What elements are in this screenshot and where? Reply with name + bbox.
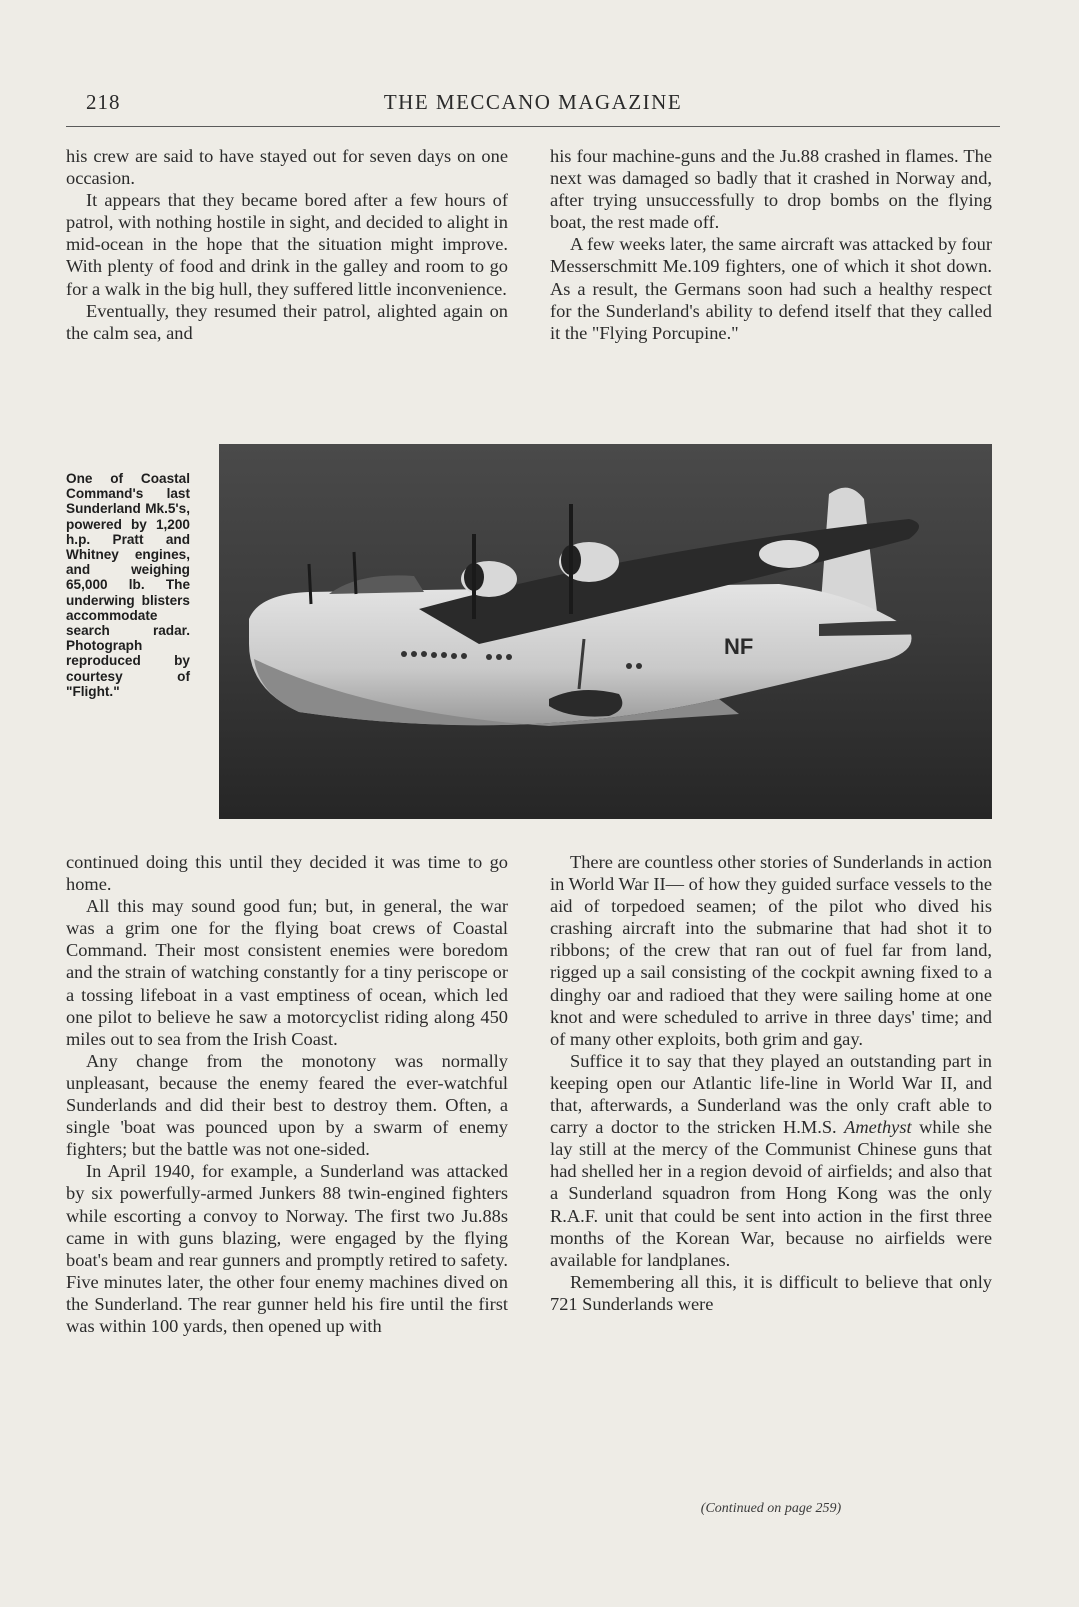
header-rule [66, 126, 1000, 127]
paragraph: continued doing this until they decided it was time to go home. [66, 852, 508, 895]
paragraph: Any change from the monotony was normally unpleasant, because the enemy feared the ever-watchful Sunderlands and did their best to destroy them. Often, a single 'boat was pounced upon by a swarm of enemy fighters; but the battle was not one-sided. [66, 1050, 508, 1160]
page-number: 218 [86, 90, 121, 114]
continued-page-number: 259 [815, 1501, 837, 1516]
continued-note [550, 1501, 992, 1517]
column-top-left [66, 145, 508, 344]
magazine-title: THE MECCANO MAGAZINE [383, 90, 683, 114]
paragraph: Remembering all this, it is difficult to believe that only 721 Sunderlands were [550, 1271, 992, 1314]
continued-open: ( [700, 1501, 706, 1516]
paragraph-text: Suffice it to say that they played an outstanding part in keeping open our Atlantic life-line in World War II, and that, afterwards, a Sunderland was the only craft able to carry a doctor to the stricken H.M.S. [550, 1050, 992, 1138]
paragraph: A few weeks later, the same aircraft was attacked by four Messerschmitt Me.109 fighters, one of which it shot down. As a result, the Germans soon had such a healthy respect for the Sunderland's ability to defend itself that they called it the "Flying Porcupine." [550, 234, 992, 343]
paragraph: Eventually, they resumed their patrol, alighted again on the calm sea, and [66, 300, 508, 343]
continued-page-word: page [784, 1501, 813, 1516]
paragraph: In April 1940, for example, a Sunderland was attacked by six powerfully-armed Junkers 88 twin-engined fighters while escorting a convoy to Norway. The first two Ju.88s came in with guns blazing, were engaged by the flying boat's beam and rear gunners and promptly retired to safety. Five minutes later, the other four enemy machines dived on the Sunderland. The rear gunner held his fire until the first was within 100 yards, then opened up with [66, 1161, 508, 1336]
paragraph-suffice [550, 1050, 992, 1271]
column-top-right [550, 145, 992, 344]
paragraph: his crew are said to have stayed out for seven days on one occasion. [66, 146, 508, 189]
paragraph: There are countless other stories of Sunderlands in action in World War II— of how they guided surface vessels to the aid of torpedoed seamen; of the pilot who dived his crashing aircraft into the submarine that had shot it to ribbons; of the crew that ran out of fuel far from land, rigged up a sail consisting of the cockpit awning fixed to a dinghy oar and radioed that they were sailing home at one knot and were scheduled to arrive in three days' time; and of many other exploits, both grim and gay. [550, 852, 992, 1049]
paragraph: All this may sound good fun; but, in general, the war was a grim one for the flying boat crews of Coastal Command. Their most consistent enemies were boredom and the strain of watching constantly for a tiny periscope or a tossing lifeboat in a vast emptiness of ocean, which led one pilot to believe he saw a motorcyclist riding along 450 miles out to sea from the Irish Coast. [66, 896, 508, 1049]
flying-boat-illustration [219, 444, 992, 819]
column-bottom-right [550, 851, 992, 1315]
page-header [66, 88, 1000, 124]
ship-name: Amethyst [844, 1117, 912, 1138]
continued-text: Continued on [705, 1501, 785, 1516]
continued-close: ) [836, 1501, 842, 1516]
aircraft-photograph [219, 444, 992, 819]
aircraft-code: NF [724, 634, 754, 659]
paragraph: his four machine-guns and the Ju.88 crashed in flames. The next was damaged so badly that it crashed in Norway and, after trying unsuccessfully to drop bombs on the flying boat, the rest made off. [550, 146, 992, 233]
paragraph: It appears that they became bored after a few hours of patrol, with nothing hostile in sight, and decided to alight in mid-ocean in the hope that the situation might improve. With plenty of food and drink in the galley and room to go for a walk in the big hull, they suffered little inconvenience. [66, 190, 508, 299]
photo-caption: One of Coastal Command's last Sunderland Mk.5's, powered by 1,200 h.p. Pratt and Whitney engines, and weighing 65,000 lb. The underwing blisters accommodate search radar. Photograph reproduced by courtesy of "Flight." [66, 471, 190, 699]
paragraph-text: while she lay still at the mercy of the Communist Chinese guns that had shelled her in a region devoid of airfields; and also that a Sunderland squadron from Hong Kong was the only R.A.F. unit that could be sent into action in the first three months of the Korean War, because no airfields were available for landplanes. [550, 1117, 992, 1270]
column-bottom-left [66, 851, 508, 1337]
